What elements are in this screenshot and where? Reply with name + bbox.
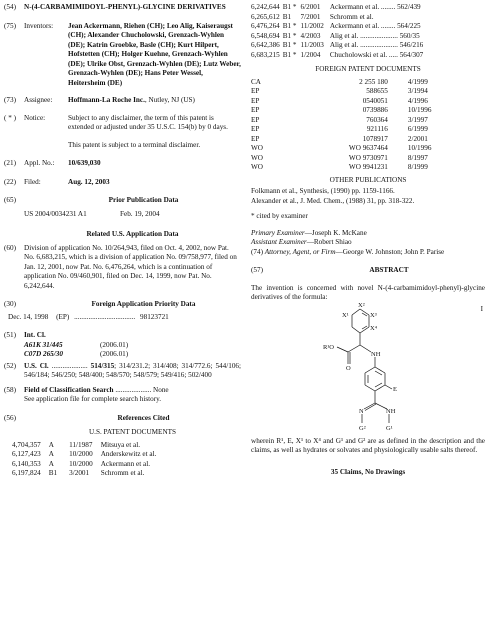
- reference-row: [12, 441, 164, 451]
- reference-row: [251, 97, 485, 107]
- structure-atom-label: E: [393, 385, 397, 393]
- int-cl-class: C07D 265/30: [24, 350, 63, 358]
- notice-field: [4, 114, 241, 151]
- foreign-number: 921116: [366, 125, 388, 133]
- assignee-label: Assignee:: [24, 96, 53, 104]
- patent-date: 11/2002: [300, 22, 324, 30]
- dot-leader: ....................: [115, 385, 152, 394]
- prior-pub-field: [4, 196, 241, 206]
- patent-number: 6,197,824: [12, 469, 41, 477]
- patent-number: 6,127,423: [12, 450, 41, 458]
- patent-inventor: Ackermann et al. ........ 562/439: [329, 3, 421, 11]
- structure-atom-label: N: [359, 407, 364, 415]
- foreign-priority-country: (EP): [56, 312, 70, 321]
- assistant-examiner-name: —Robert Shiao: [306, 238, 352, 246]
- int-cl-version: (2006.01): [100, 340, 129, 349]
- structure-atom-label: X²: [358, 302, 365, 309]
- field-code: (54): [4, 3, 16, 11]
- patent-kind: A: [48, 459, 54, 468]
- patent-date: 11/1987: [69, 440, 93, 449]
- structure-atom-label: G²: [359, 424, 366, 432]
- patent-inventor: Anderskewitz et al.: [100, 450, 157, 458]
- assignee-field: [4, 96, 241, 106]
- foreign-country: EP: [251, 87, 260, 95]
- attorney-code: (74): [251, 247, 265, 256]
- appl-field: [4, 159, 241, 169]
- patent-kind: B1 *: [282, 22, 297, 30]
- foreign-patents-heading: FOREIGN PATENT DOCUMENTS: [315, 65, 421, 73]
- reference-row: [251, 144, 485, 154]
- reference-row: [12, 450, 164, 460]
- assistant-examiner-label: Assistant Examiner: [251, 238, 307, 246]
- field-code: ( * ): [4, 113, 16, 122]
- other-pub: Alexander et al., J. Med. Chem., (1988) 31, pp. 318-322.: [251, 196, 415, 205]
- other-pub: Folkmann et al., Synthesis, (1990) pp. 1159-1166.: [251, 187, 395, 195]
- patent-kind: B1 *: [282, 31, 297, 40]
- left-column: [4, 0, 241, 479]
- foreign-priority-field: [4, 300, 241, 310]
- patent-date: 1/2004: [300, 50, 321, 59]
- patent-inventor: Schromm et al.: [329, 12, 374, 21]
- primary-examiner-name: —Joseph K. McKane: [304, 228, 367, 237]
- patent-number: 6,140,353: [12, 459, 41, 468]
- foreign-country: EP: [251, 134, 260, 143]
- reference-row: [251, 125, 485, 135]
- foreign-number: 2 255 180: [359, 77, 388, 86]
- patent-kind: A: [48, 450, 54, 458]
- patent-number: 6,242,644: [251, 3, 280, 11]
- notice-label: Notice:: [24, 113, 46, 122]
- foreign-country: EP: [251, 115, 260, 124]
- cited-by-examiner: * cited by examiner: [251, 212, 308, 220]
- abstract-after: wherein R¹, E, X¹ to X⁴ and G¹ and G² are as defined in the description and the claims, as well as hydrates or solvates and physiologically usable salts thereof.: [251, 436, 485, 454]
- foreign-country: CA: [251, 77, 261, 86]
- reference-row: [251, 78, 485, 88]
- foreign-country: EP: [251, 106, 260, 114]
- assistant-examiner: [251, 238, 485, 248]
- filed-field: [4, 178, 241, 188]
- us-patents-table: [12, 441, 164, 479]
- primary-examiner: [251, 229, 485, 239]
- abstract-text: The invention is concerned with novel N-(4-carbamimidoyl-phenyl)-glycine derivatives of the formula:: [251, 283, 485, 301]
- patent-inventor: Alig et al. ..................... 546/216: [329, 41, 424, 49]
- foreign-country: WO: [251, 163, 263, 171]
- foreign-number: 0540051: [362, 96, 388, 105]
- structure-atom-label: O: [346, 364, 351, 372]
- int-cl-field: [4, 331, 241, 341]
- patent-kind: B1 *: [282, 50, 297, 59]
- structure-drawing: [251, 303, 485, 479]
- foreign-number: 588655: [366, 87, 388, 95]
- us-cl-main: 514/315: [90, 361, 115, 370]
- reference-row: [12, 469, 164, 479]
- field-search-note: See application file for complete search history.: [24, 395, 162, 403]
- foreign-priority-date: Dec. 14, 1998: [8, 312, 49, 321]
- abstract-field: [251, 266, 485, 276]
- reference-row: [251, 3, 423, 13]
- inventors-text: Jean Ackermann, Riehen (CH); Leo Alig, Kaiseraugst (CH); Alexander Chucholowski, Grenzach-Wyhlen (DE); Katrin Groebke, Basle (CH); Kurt Hilpert, Hofstetten (CH); Holger Kuehne, Grenzach-Wyhlen (DE); Ulrike Obst, Grenzach-Wyhlen (DE); Lutz Weber, Grenzach-Wyhlen (DE); Hans Peter Wessel, Heitersheim (DE): [68, 21, 241, 87]
- field-code: (57): [251, 266, 263, 274]
- reference-row: [251, 41, 423, 51]
- reference-row: [251, 163, 485, 173]
- structure-atom-label: NH: [386, 407, 396, 415]
- patent-kind: B1 *: [282, 3, 297, 11]
- patent-number: 6,476,264: [251, 22, 280, 30]
- int-cl-row: [4, 341, 241, 351]
- chemical-structure: [251, 303, 485, 479]
- primary-examiner-label: Primary Examiner: [251, 228, 305, 237]
- appl-label: Appl. No.:: [24, 159, 55, 167]
- foreign-number: WO 9637464: [348, 144, 388, 152]
- field-search-value: None: [153, 385, 169, 394]
- patent-date: 11/2003: [300, 41, 324, 49]
- patent-inventor: Alig et al. ..................... 560/35: [329, 31, 420, 40]
- related-text: Division of application No. 10/264,943, filed on Oct. 4, 2002, now Pat. No. 6,683,215, which is a division of application No. 09/758,977, filed on Jan. 12, 2001, now Pat. No. 6,476,264, which is a continuation of application No. 09/460,901, filed on Dec. 14, 1999, now Pat. No. 6,242,644.: [24, 243, 237, 290]
- int-cl-class: A61K 31/445: [24, 340, 63, 349]
- patent-kind: A: [48, 440, 54, 449]
- us-patents-heading: U.S. PATENT DOCUMENTS: [88, 428, 177, 436]
- attorney-label: Attorney, Agent, or Firm: [264, 247, 336, 256]
- field-search-field: [4, 386, 241, 405]
- structure-atom-label: G¹: [386, 424, 393, 432]
- field-code: (22): [4, 177, 16, 186]
- patent-number: 6,548,694: [251, 31, 280, 40]
- field-code: (21): [4, 159, 16, 167]
- patent-date: 10/2000: [69, 450, 93, 458]
- patent-kind: B1: [48, 469, 58, 477]
- patent-inventor: Mitsuya et al.: [100, 440, 141, 449]
- patent-date: 3/2001: [69, 469, 90, 477]
- foreign-date: 10/1996: [407, 144, 432, 152]
- field-code: (60): [4, 243, 16, 252]
- patent-inventor: Chucholowski et al. ..... 564/307: [329, 50, 424, 59]
- us-cl-label: U.S. Cl.: [24, 361, 49, 370]
- foreign-number: 0739886: [362, 106, 388, 114]
- filed-date: Aug. 12, 2003: [68, 177, 110, 186]
- foreign-country: EP: [251, 96, 260, 105]
- reference-row: [251, 106, 485, 116]
- reference-row: [251, 154, 485, 164]
- foreign-number: WO 9730971: [348, 153, 388, 162]
- assignee-name: Hoffmann-La Roche Inc.: [68, 96, 145, 104]
- right-column: [251, 0, 485, 477]
- related-heading: Related U.S. Application Data: [86, 230, 179, 238]
- field-code: (51): [4, 331, 16, 339]
- patent-number: 6,642,386: [251, 41, 280, 49]
- foreign-patents-table: [251, 78, 485, 173]
- patent-kind: B1 *: [282, 41, 297, 49]
- field-code: (52): [4, 361, 16, 370]
- int-cl-version: (2006.01): [100, 350, 129, 358]
- dot-leader: ....................: [51, 361, 88, 370]
- terminal-disclaimer: This patent is subject to a terminal disclaimer.: [68, 140, 201, 149]
- patent-title: N-(4-CARBAMIMIDOYL-PHENYL)-GLYCINE DERIVATIVES: [24, 3, 226, 11]
- field-code: (58): [4, 385, 16, 394]
- foreign-priority-row: [4, 313, 241, 323]
- field-code: (65): [4, 196, 16, 204]
- patent-date: 10/2000: [69, 459, 93, 468]
- foreign-country: WO: [251, 144, 263, 152]
- structure-atom-label: X¹: [342, 311, 349, 319]
- patent-number: 6,265,612: [251, 12, 280, 21]
- reference-row: [251, 22, 423, 32]
- attorney: [251, 248, 485, 258]
- patent-date: 7/2001: [300, 12, 321, 21]
- foreign-country: WO: [251, 153, 263, 162]
- field-code: (30): [4, 300, 16, 308]
- reference-row: [251, 116, 485, 126]
- title-field: [4, 3, 241, 13]
- attorney-name: —George W. Johnston; John P. Parise: [335, 247, 445, 256]
- abstract-heading: ABSTRACT: [369, 266, 409, 274]
- patent-kind: B1: [282, 12, 292, 21]
- foreign-date: 2/2001: [407, 134, 428, 143]
- structure-atom-label: X⁴: [370, 324, 377, 332]
- appl-number: 10/639,030: [68, 159, 101, 167]
- related-field: [4, 244, 241, 292]
- field-code: (56): [4, 413, 16, 422]
- int-cl-row: [4, 350, 241, 360]
- refs-heading: References Cited: [117, 413, 170, 422]
- foreign-date: 3/1997: [407, 115, 428, 124]
- reference-row: [251, 32, 423, 42]
- patent-date: 4/2003: [300, 31, 321, 40]
- foreign-priority-number: 98123721: [140, 312, 169, 321]
- notice-text: Subject to any disclaimer, the term of this patent is extended or adjusted under 35 U.S.C. 154(b) by 0 days.: [68, 113, 228, 131]
- claims-count: 35 Claims, No Drawings: [330, 467, 406, 476]
- inventors-field: [4, 22, 241, 89]
- foreign-number: WO 9941231: [348, 163, 388, 171]
- foreign-number: 760364: [366, 115, 388, 124]
- structure-atom-label: NH: [371, 350, 381, 358]
- filed-label: Filed:: [24, 177, 41, 186]
- reference-row: [251, 51, 423, 61]
- prior-pub-heading: Prior Publication Data: [108, 196, 179, 204]
- foreign-date: 3/1994: [407, 87, 428, 95]
- assignee-location: , Nutley, NJ (US): [144, 96, 195, 104]
- foreign-date: 8/1997: [407, 153, 428, 162]
- patent-inventor: Ackermann et al. ........ 564/225: [329, 22, 421, 30]
- foreign-date: 10/1996: [407, 106, 432, 114]
- field-search-label: Field of Classification Search: [24, 385, 114, 394]
- patent-date: 6/2001: [300, 3, 321, 11]
- int-cl-label: Int. Cl.: [24, 331, 46, 339]
- us-patents-table-cont: [251, 3, 423, 60]
- reference-row: [251, 135, 485, 145]
- patent-inventor: Ackermann et al.: [100, 459, 150, 468]
- foreign-date: 4/1996: [407, 96, 428, 105]
- reference-row: [12, 460, 164, 470]
- field-code: (75): [4, 21, 16, 30]
- prior-pub-row: [4, 210, 241, 220]
- prior-pub-number: US 2004/0034231 A1: [24, 209, 87, 218]
- refs-field: [4, 414, 241, 424]
- inventors-label: Inventors:: [24, 21, 54, 30]
- structure-atom-label: X³: [370, 311, 377, 319]
- foreign-priority-heading: Foreign Application Priority Data: [91, 300, 196, 308]
- reference-row: [251, 87, 485, 97]
- patent-number: 6,683,215: [251, 50, 280, 59]
- prior-pub-date: Feb. 19, 2004: [120, 209, 160, 218]
- formula-label: I: [480, 304, 483, 313]
- foreign-number: 1078917: [362, 134, 388, 143]
- foreign-date: 6/1999: [407, 125, 428, 133]
- structure-atom-label: R¹O: [323, 343, 334, 351]
- reference-row: [251, 13, 423, 23]
- us-cl-field: [4, 362, 241, 381]
- foreign-date: 4/1999: [407, 77, 428, 86]
- dot-leader: ..................................: [74, 312, 136, 321]
- foreign-date: 8/1999: [407, 163, 428, 171]
- us-cl-rest: ; 314/231.2; 314/408; 314/772.6; 544/106; 546/184; 546/250; 548/400; 548/570; 548/579; 549/416; 502/400: [24, 361, 242, 379]
- foreign-country: EP: [251, 125, 260, 133]
- patent-inventor: Schromm et al.: [100, 469, 145, 477]
- other-pubs-heading: OTHER PUBLICATIONS: [329, 175, 407, 184]
- patent-number: 4,704,357: [12, 440, 41, 449]
- field-code: (73): [4, 96, 16, 104]
